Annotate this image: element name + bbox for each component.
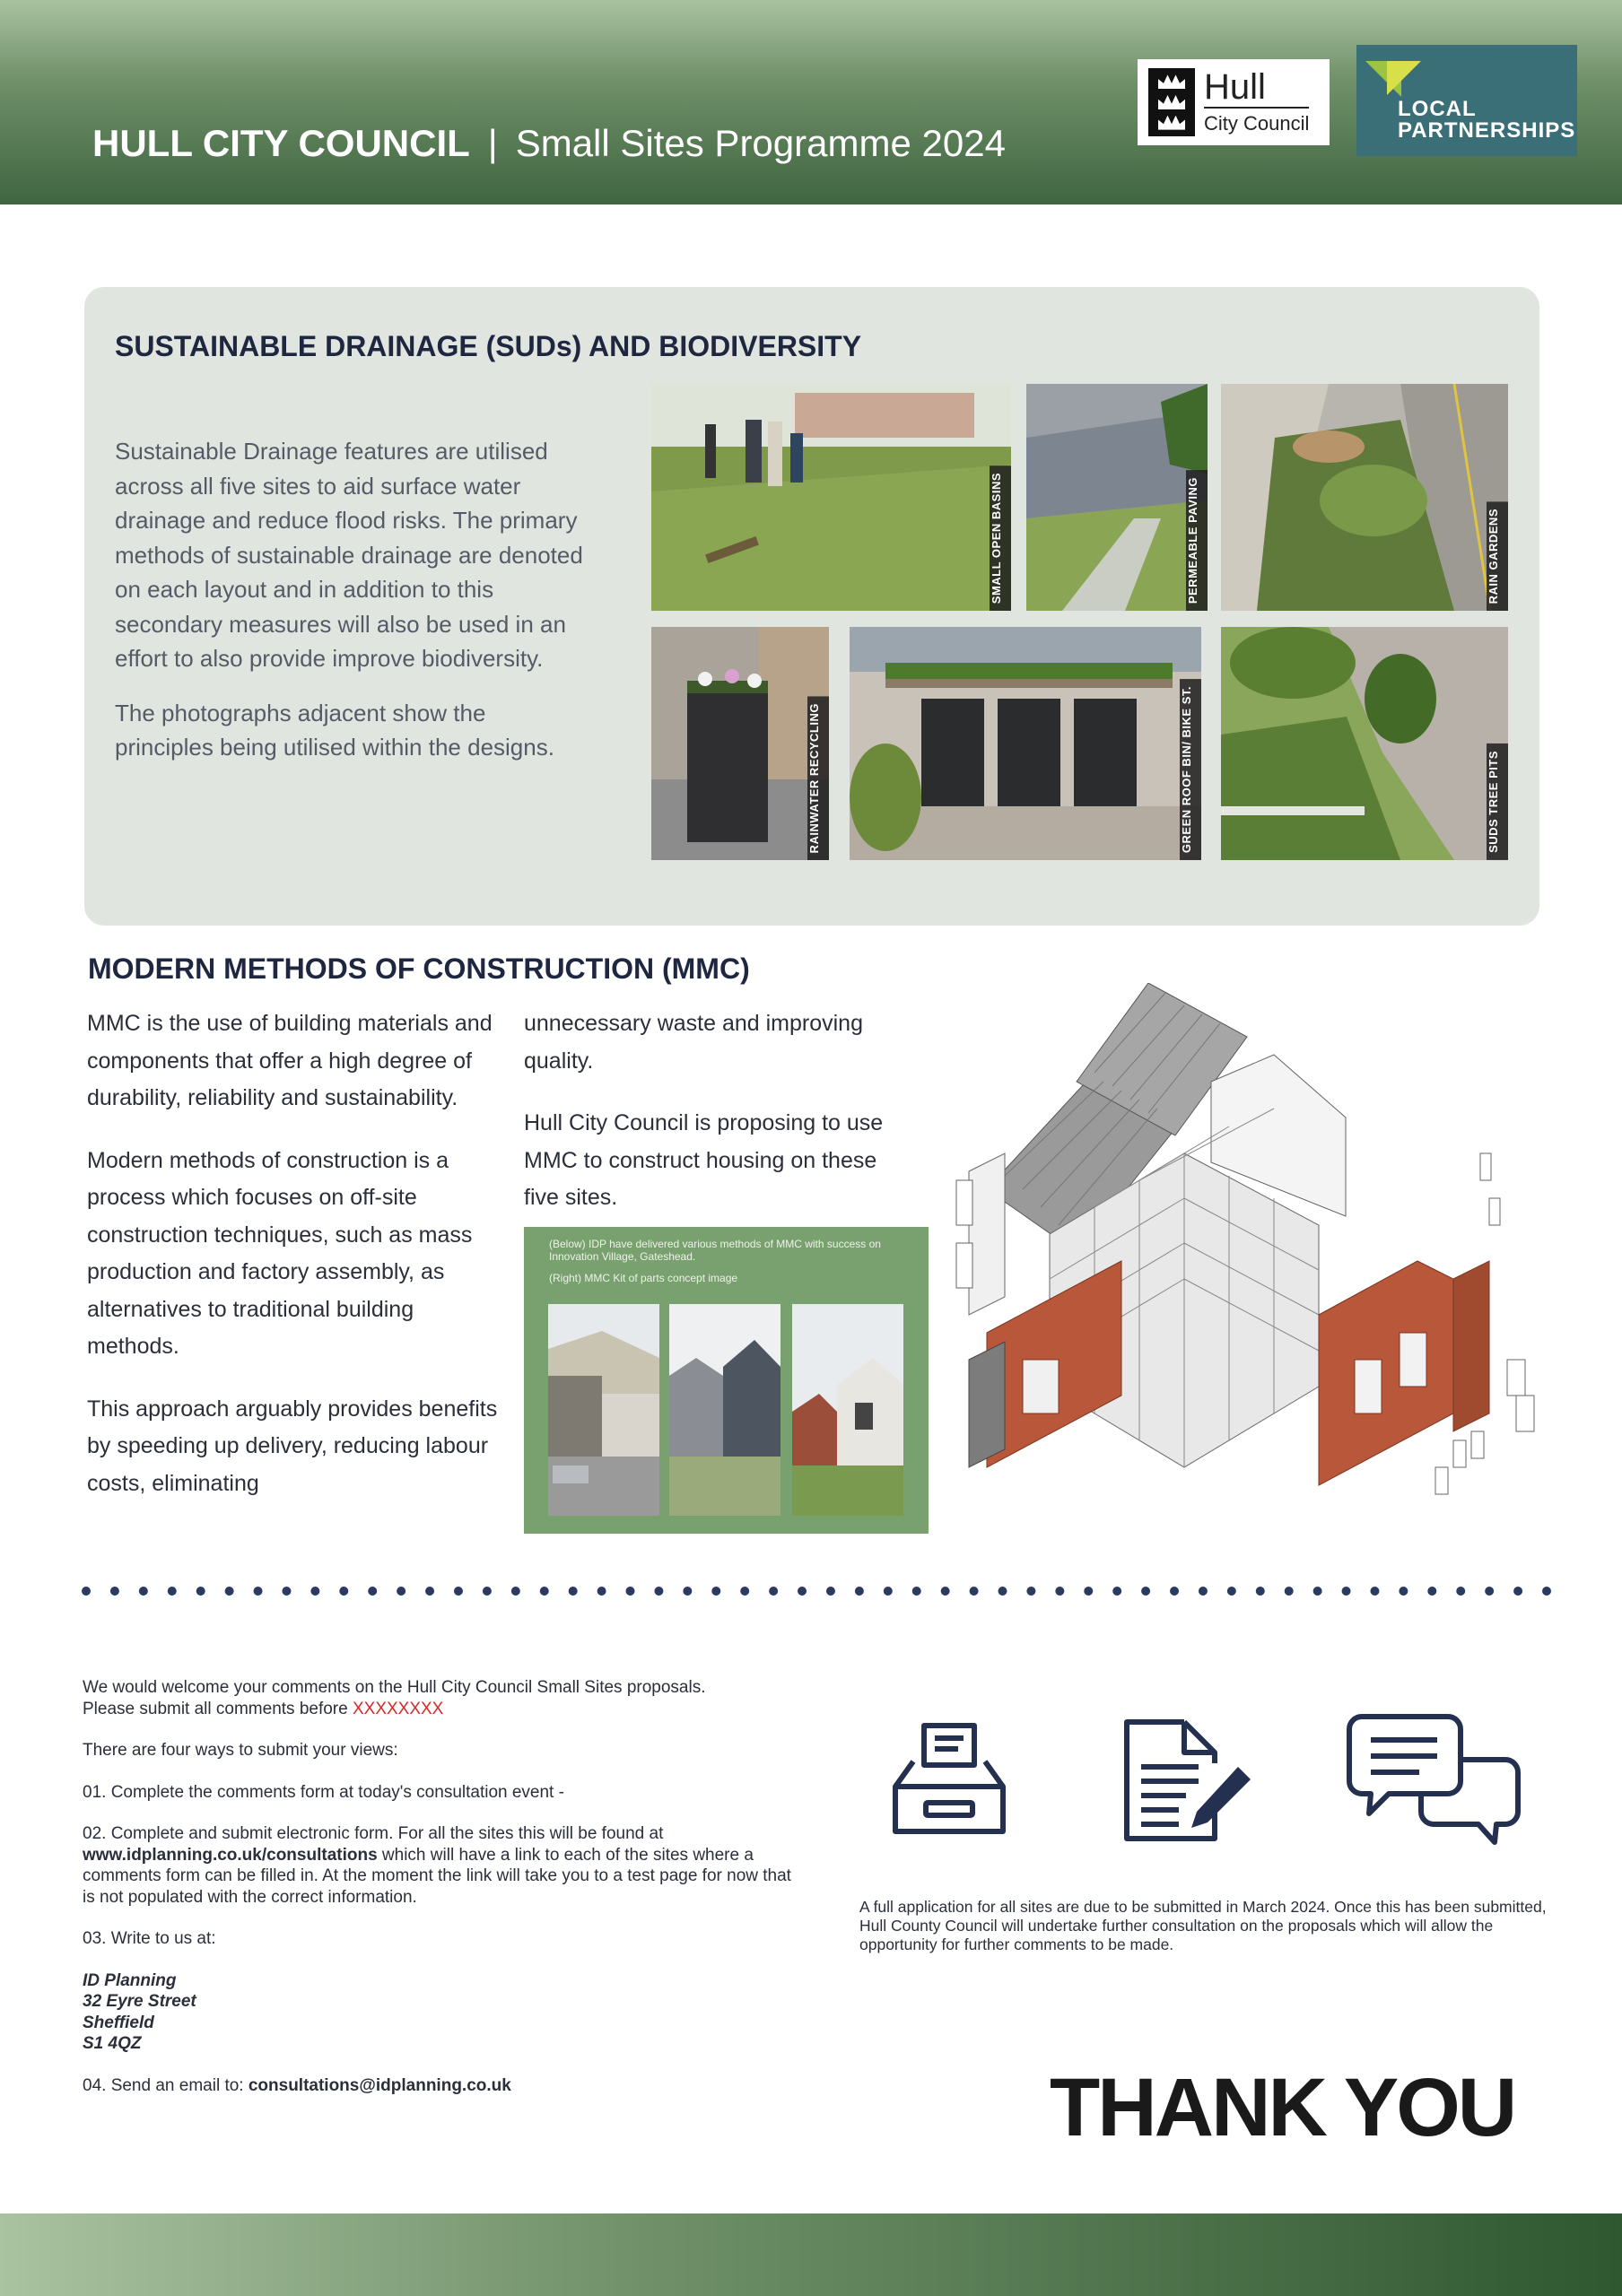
postal-address [83,1970,800,2055]
kit-of-parts-drawing [951,983,1543,1521]
lp-logo-line2: PARTNERSHIPS [1398,118,1576,143]
hull-logo-subtext: City Council [1204,112,1310,135]
divider-dot [1313,1587,1322,1596]
header-title [92,122,1006,165]
photo-image [1221,627,1508,860]
divider-dot [626,1587,635,1596]
crown-icon [1158,74,1185,89]
photo-image [651,627,829,860]
photo-image [850,627,1201,860]
dotted-divider [81,1585,1552,1597]
crown-icon [1158,95,1185,109]
mmc-column-2 [524,1005,910,1242]
divider-dot [1285,1587,1294,1596]
photo-permeable-paving [1026,384,1208,611]
photo-label: RAIN GARDENS [1487,501,1508,611]
comments-option-2-suffix: which will have a link to each of the sites where a comments form can be filled in. At the moment the link will take you to a test page for now that is not populated with the correct information. [83,1845,791,1907]
address-line: Sheffield [83,2013,154,2032]
document-pen-icon [1121,1717,1254,1844]
photo-label: SUDS TREE PITS [1487,744,1508,860]
mmc-paragraph: Hull City Council is proposing to use MMC to construct housing on these five sites. [524,1110,884,1210]
mmc-photo-3 [792,1304,903,1516]
suds-heading: SUSTAINABLE DRAINAGE (SUDs) AND BIODIVERSITY [115,330,862,362]
photo-green-roof-bin-store [850,627,1201,860]
divider-dot [483,1587,492,1596]
comments-intro: We would welcome your comments on the Hull City Council Small Sites proposals. [83,1678,706,1697]
divider-dot [1084,1587,1093,1596]
mmc-kit-of-parts-illustration [951,983,1543,1521]
mmc-paragraph: unnecessary waste and improving quality. [524,1011,863,1074]
divider-dot [970,1587,979,1596]
consultation-link[interactable]: www.idplanning.co.uk/consultations [83,1845,378,1865]
divider-dot [397,1587,406,1596]
divider-dot [740,1587,749,1596]
divider-dot [1055,1587,1064,1596]
divider-dot [1141,1587,1150,1596]
photo-rainwater-recycling [651,627,829,860]
comments-deadline: XXXXXXXX [352,1699,444,1718]
photo-label: PERMEABLE PAVING [1186,470,1208,611]
suds-paragraph: The photographs adjacent show the principles being utilised within the designs. [115,699,554,761]
divider-dot [196,1587,205,1596]
lp-logo-line1: LOCAL [1398,97,1477,121]
divider-dot [1427,1587,1436,1596]
address-line: ID Planning [83,1970,177,1990]
crown-icon [1158,116,1185,130]
photo-image [792,1304,903,1516]
divider-dot [798,1587,807,1596]
divider-dot [1342,1587,1351,1596]
address-line: 32 Eyre Street [83,1992,196,2011]
divider-dot [884,1587,893,1596]
photo-label: SMALL OPEN BASINS [990,465,1011,611]
header-banner [0,0,1622,204]
photo-suds-tree-pits [1221,627,1508,860]
footer-banner [0,2213,1622,2296]
full-application-note: A full application for all sites are due to be submitted in March 2024. Once this has been submitted, Hull County Council will undertake further consultation on the proposals which will allow the opportunity for further comments to be made. [859,1898,1547,1953]
divider-dot [569,1587,578,1596]
divider-dot [1542,1587,1551,1596]
divider-dot [139,1587,148,1596]
local-partnerships-logo [1356,45,1577,156]
divider-dot [511,1587,520,1596]
comments-ways-heading: There are four ways to submit your views: [83,1741,398,1760]
photo-label: RAINWATER RECYCLING [807,696,829,860]
divider-dot [368,1587,377,1596]
divider-dot [826,1587,835,1596]
speech-bubbles-icon [1344,1713,1522,1848]
mmc-column-1 [87,1005,500,1527]
ballot-box-icon [892,1720,1008,1837]
divider-dot [597,1587,606,1596]
mmc-caption-below: (Below) IDP have delivered various methods of MMC with success on Innovation Village, Gateshead. [549,1238,881,1263]
divider-dot [998,1587,1007,1596]
divider-dot [769,1587,778,1596]
crest-icon [1148,68,1195,136]
divider-dot [683,1587,692,1596]
divider-dot [1485,1587,1494,1596]
header-org-name: HULL CITY COUNCIL [92,122,470,164]
divider-dot [225,1587,234,1596]
divider-dot [1399,1587,1408,1596]
address-line: S1 4QZ [83,2034,142,2053]
divider-dot [1256,1587,1265,1596]
hull-city-council-logo [1138,59,1330,145]
divider-dot [254,1587,263,1596]
divider-dot [82,1587,91,1596]
divider-dot [1199,1587,1208,1596]
suds-body [115,434,590,785]
mmc-paragraph: Modern methods of construction is a process which focuses on off-site construction techniques, such as mass production and factory assembly, as alternatives to traditional building methods. [87,1147,473,1359]
divider-dot [912,1587,921,1596]
photo-label: GREEN ROOF BIN/ BIKE ST. [1180,679,1201,860]
divider-dot [654,1587,663,1596]
lp-triangle-icon [1387,61,1421,95]
mmc-caption-right: (Right) MMC Kit of parts concept image [549,1272,738,1284]
hull-logo-text: Hull [1204,69,1309,109]
divider-dot [282,1587,291,1596]
comments-option-2-text: 02. Complete and submit electronic form. For all the sites this will be found at [83,1824,664,1843]
divider-dot [1170,1587,1179,1596]
photo-image [669,1304,780,1516]
photo-image [651,384,1011,611]
comments-instructions [83,1677,800,2117]
divider-dot [425,1587,434,1596]
mmc-photo-2 [669,1304,780,1516]
divider-dot [339,1587,348,1596]
comments-option-3: 03. Write to us at: [83,1929,216,1948]
comments-option-4: 04. Send an email to: [83,2075,249,2095]
photo-rain-gardens [1221,384,1508,611]
thank-you-heading: THANK YOU [1050,2062,1515,2153]
header-programme-name: Small Sites Programme 2024 [515,122,1006,164]
mmc-paragraph: This approach arguably provides benefits by speeding up delivery, reducing labour costs, eliminating [87,1396,498,1496]
mmc-photo-1 [548,1304,659,1516]
photo-image [548,1304,659,1516]
divider-dot [540,1587,549,1596]
divider-dot [168,1587,177,1596]
photo-image [1221,384,1508,611]
mmc-paragraph: MMC is the use of building materials and components that offer a high degree of durability, reliability and sustainability. [87,1011,493,1110]
divider-dot [1026,1587,1035,1596]
divider-dot [310,1587,319,1596]
comments-option-1: 01. Complete the comments form at today's consultation event - [83,1782,564,1802]
divider-dot [454,1587,463,1596]
divider-dot [1112,1587,1121,1596]
divider-dot [711,1587,720,1596]
suds-paragraph: Sustainable Drainage features are utilised across all five sites to aid surface water drainage and reduce flood risks. The primary methods of sustainable drainage are denoted on each layout and in addition to this secondary measures will also be used in an effort to also provide improve biodiversity. [115,438,583,672]
divider-dot [110,1587,119,1596]
consultation-email-link[interactable]: consultations@idplanning.co.uk [248,2075,511,2095]
header-separator: | [487,122,498,164]
divider-dot [1513,1587,1522,1596]
divider-dot [941,1587,950,1596]
divider-dot [1227,1587,1236,1596]
photo-image [1026,384,1208,611]
comments-deadline-prefix: Please submit all comments before [83,1699,353,1718]
photo-small-open-basins [651,384,1011,611]
divider-dot [855,1587,864,1596]
divider-dot [1370,1587,1379,1596]
mmc-example-box [524,1227,929,1534]
divider-dot [1456,1587,1465,1596]
mmc-heading: MODERN METHODS OF CONSTRUCTION (MMC) [88,952,750,985]
